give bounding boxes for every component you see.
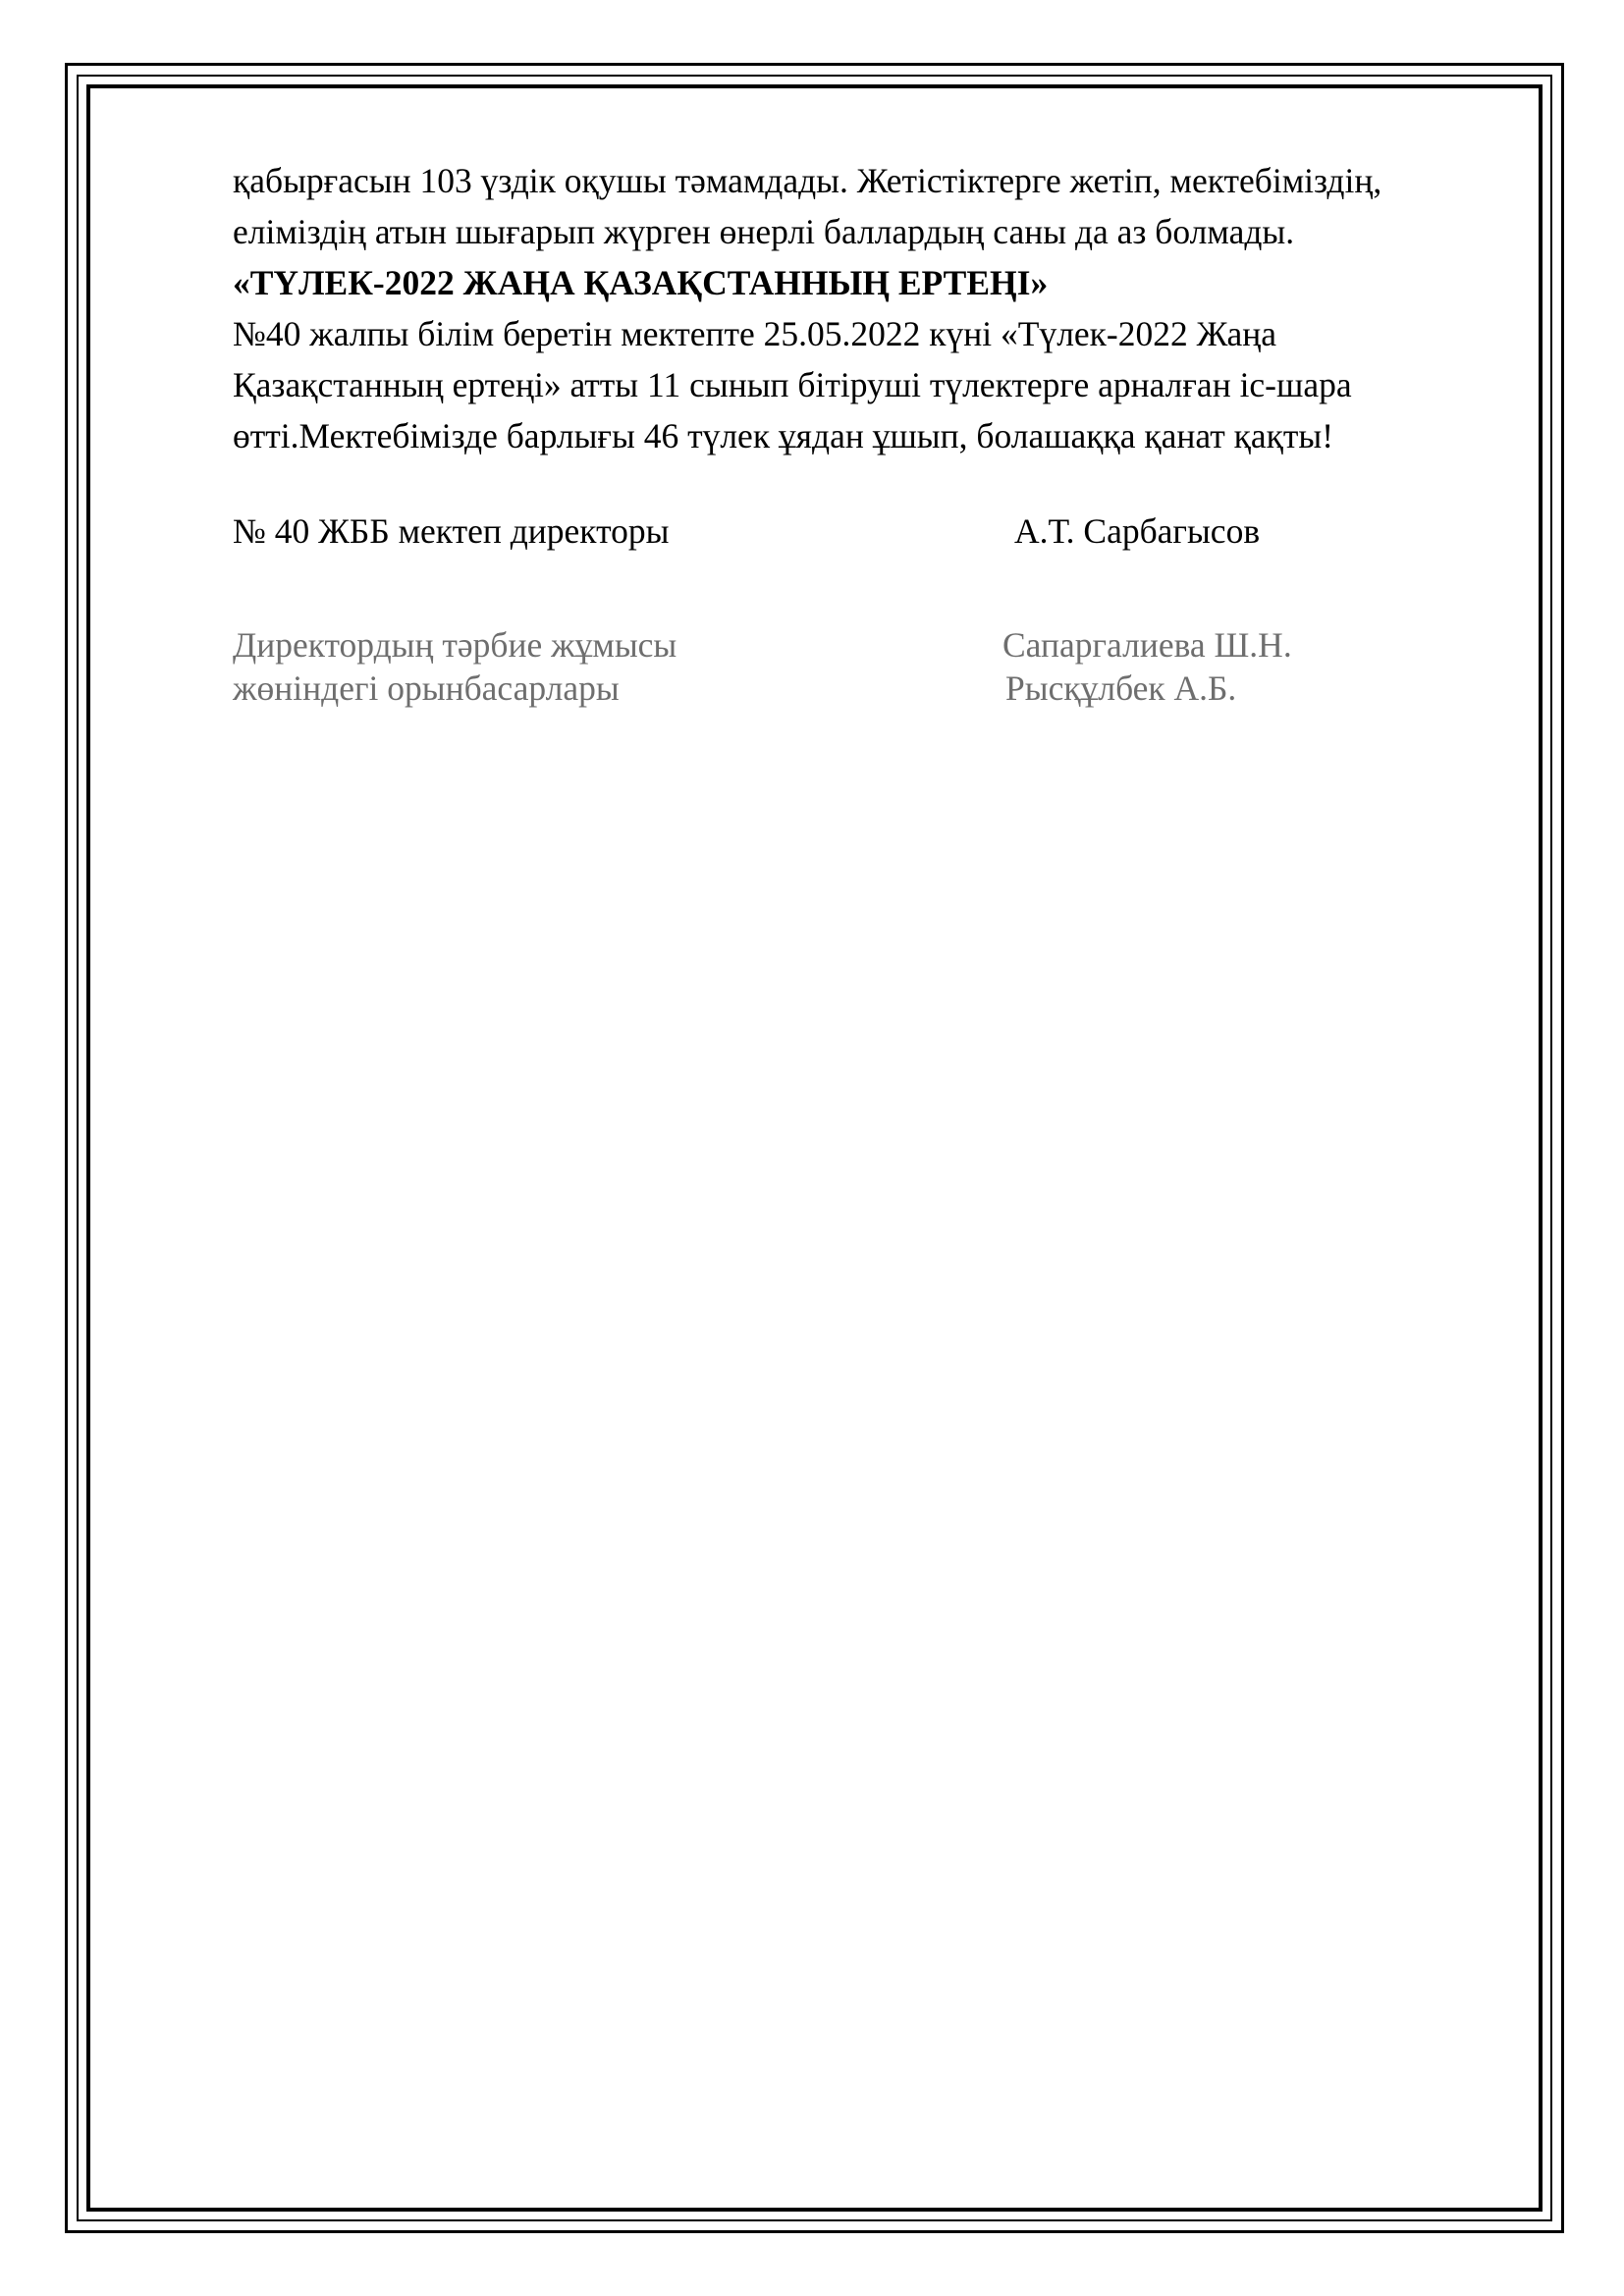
deputy-name-2: Рысқұлбек А.Б. (1005, 668, 1237, 708)
director-name: А.Т. Сарбагысов (1014, 511, 1261, 551)
body-line-4: Қазақстанның ертеңі» атты 11 сынып бітіруші түлектерге арналған іс-шара (233, 365, 1352, 404)
deputy-title-line-1: Директордың тәрбие жұмысы (233, 625, 677, 665)
body-line-1: қабырғасын 103 үздік оқушы тәмамдады. Жетістіктерге жетіп, мектебіміздің, (233, 161, 1382, 200)
document-body (233, 155, 1509, 461)
director-title: № 40 ЖББ мектеп директоры (233, 511, 670, 551)
event-heading: «ТҮЛЕК-2022 ЖАҢА ҚАЗАҚСТАННЫҢ ЕРТЕҢІ» (233, 263, 1049, 302)
deputy-title-line-2: жөніндегі орынбасарлары (233, 668, 620, 708)
body-line-5: өтті.Мектебімізде барлығы 46 түлек ұядан ұшып, болашаққа қанат қақты! (233, 416, 1334, 455)
deputy-name-1: Сапаргалиева Ш.Н. (1002, 625, 1292, 665)
body-line-3: №40 жалпы білім беретін мектепте 25.05.2022 күні «Түлек-2022 Жаңа (233, 314, 1277, 353)
body-line-2: еліміздің атын шығарып жүрген өнерлі баллардың саны да аз болмады. (233, 212, 1295, 251)
